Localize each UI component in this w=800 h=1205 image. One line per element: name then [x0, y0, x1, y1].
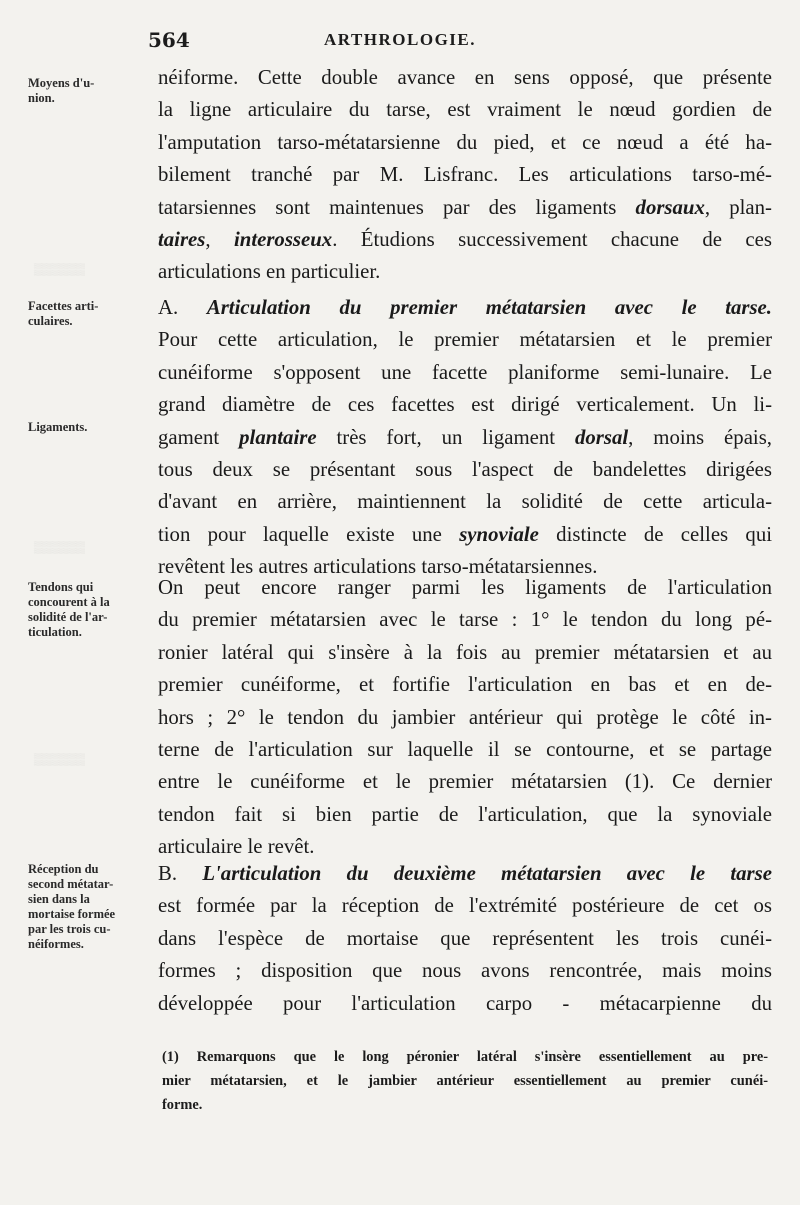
text-line: d'avant en arrière, maintiennent la solidité de cette articula- [158, 490, 772, 514]
footnote-line: mier métatarsien, et le jambier antérieur essentiellement au premier cunéi- [162, 1073, 768, 1089]
text-line: néiforme. Cette double avance en sens opposé, que présente [158, 66, 772, 89]
text-line: est formée par la réception de l'extrémité postérieure de cet os [158, 894, 772, 918]
bleed-through-mark: ▒▒▒▒▒▒ [34, 540, 86, 554]
text-run: tion pour laquelle existe une [158, 522, 460, 546]
text-line: la ligne articulaire du tarse, est vraiment le nœud gordien de [158, 98, 772, 122]
text-line: développée pour l'articulation carpo - métacarpienne du [158, 991, 772, 1015]
margin-note-line: Moyens d'u- [28, 76, 95, 90]
footnote-line: (1) Remarquons que le long péronier latéral s'insère essentiellement au pre- [162, 1049, 768, 1065]
paragraph-2 [158, 292, 772, 584]
text-run: , [205, 228, 234, 252]
margin-note-reception [28, 862, 158, 952]
margin-note-ligaments [28, 420, 158, 435]
margin-note-line: Réception du [28, 862, 99, 876]
text-run: très fort, un ligament [316, 425, 575, 449]
italic-term: plantaire [239, 425, 317, 449]
page-header [0, 28, 800, 56]
margin-note-line: sien dans la [28, 892, 90, 906]
text-line: articulaire le revêt. [158, 835, 315, 859]
italic-term: taires [158, 228, 206, 252]
heading-title: Articulation du premier métatarsien avec le tarse. [206, 296, 772, 319]
text-line: bilement tranché par M. Lisfranc. Les articulations tarso-mé- [158, 163, 772, 187]
text-line: terne de l'articulation sur laquelle il se contourne, et se partage [158, 738, 772, 762]
text-line: tendon fait si bien partie de l'articulation, que la synoviale [158, 802, 772, 826]
text-line: formes ; disposition que nous avons rencontrée, mais moins [158, 959, 772, 983]
text-line: On peut encore ranger parmi les ligaments de l'articulation [158, 576, 772, 599]
heading-label: B. [158, 862, 203, 885]
text-line [158, 224, 772, 256]
margin-note-line: concourent à la [28, 595, 110, 609]
text-run: , moins épais, [628, 425, 772, 449]
text-line: entre le cunéiforme et le premier métatarsien (1). Ce dernier [158, 770, 772, 794]
margin-note-line: mortaise formée [28, 907, 116, 921]
margin-note-line: ticulation. [28, 625, 82, 639]
text-line: hors ; 2° le tendon du jambier antérieur qui protège le côté in- [158, 705, 772, 729]
text-run: gament [158, 425, 240, 449]
margin-note-line: par les trois cu- [28, 922, 111, 936]
bleed-through-mark: ▒▒▒▒▒▒ [34, 262, 86, 276]
text-line: cunéiforme s'opposent une facette planiforme semi-lunaire. Le [158, 360, 772, 384]
margin-note-line: nion. [28, 91, 55, 105]
italic-term: dorsal [575, 425, 629, 449]
margin-note-facettes [28, 299, 158, 329]
bleed-through-mark: ▒▒▒▒▒▒ [34, 752, 86, 766]
section-heading-a [158, 292, 772, 324]
text-line: grand diamètre de ces facettes est dirigé verticalement. Un li- [158, 393, 772, 417]
text-run: . Étudions successivement chacune de ces [332, 228, 772, 252]
footnote-line: forme. [162, 1097, 203, 1113]
italic-term: interosseux [233, 228, 333, 252]
paragraph-1 [158, 62, 772, 289]
text-line [158, 192, 772, 224]
text-run: tatarsiennes sont maintenues par des ligaments [158, 195, 636, 219]
margin-note-tendons [28, 580, 158, 640]
italic-term: dorsaux [635, 195, 705, 219]
margin-note-line: Ligaments. [28, 420, 88, 434]
text-run: , plan- [704, 195, 772, 219]
margin-note-line: néiformes. [28, 937, 84, 951]
text-line [158, 519, 772, 551]
paragraph-3 [158, 572, 772, 864]
text-run: distincte de celles qui [538, 522, 772, 546]
text-line: articulations en particulier. [158, 260, 381, 284]
margin-note-line: second métatar- [28, 877, 114, 891]
paragraph-4 [158, 858, 772, 1020]
margin-note-line: solidité de l'ar- [28, 610, 108, 624]
margin-note-moyens-union [28, 76, 158, 106]
text-line [158, 422, 772, 454]
text-line: ronier latéral qui s'insère à la fois au premier métatarsien et au [158, 640, 772, 664]
text-line: revêtent les autres articulations tarso-métatarsiennes. [158, 555, 598, 579]
text-line: tous deux se présentant sous l'aspect de bandelettes dirigées [158, 458, 772, 482]
page-number: 564 [148, 28, 190, 52]
text-line: Pour cette articulation, le premier métatarsien et le premier [158, 328, 772, 352]
italic-term: synoviale [459, 522, 539, 546]
text-line: du premier métatarsien avec le tarse : 1° le tendon du long pé- [158, 608, 772, 632]
margin-note-line: Facettes arti- [28, 299, 99, 313]
margin-note-line: culaires. [28, 314, 73, 328]
footnote [162, 1045, 768, 1117]
text-line: premier cunéiforme, et fortifie l'articulation en bas et en de- [158, 673, 772, 697]
section-heading-b [158, 858, 772, 890]
heading-title: L'articulation du deuxième métatarsien avec le tarse [202, 862, 772, 885]
text-line: dans l'espèce de mortaise que représentent les trois cunéi- [158, 926, 772, 950]
margin-note-line: Tendons qui [28, 580, 94, 594]
text-line: l'amputation tarso-métatarsienne du pied, et ce nœud a été ha- [158, 130, 772, 154]
running-title: ARTHROLOGIE. [323, 30, 476, 49]
heading-label: A. [158, 296, 207, 319]
